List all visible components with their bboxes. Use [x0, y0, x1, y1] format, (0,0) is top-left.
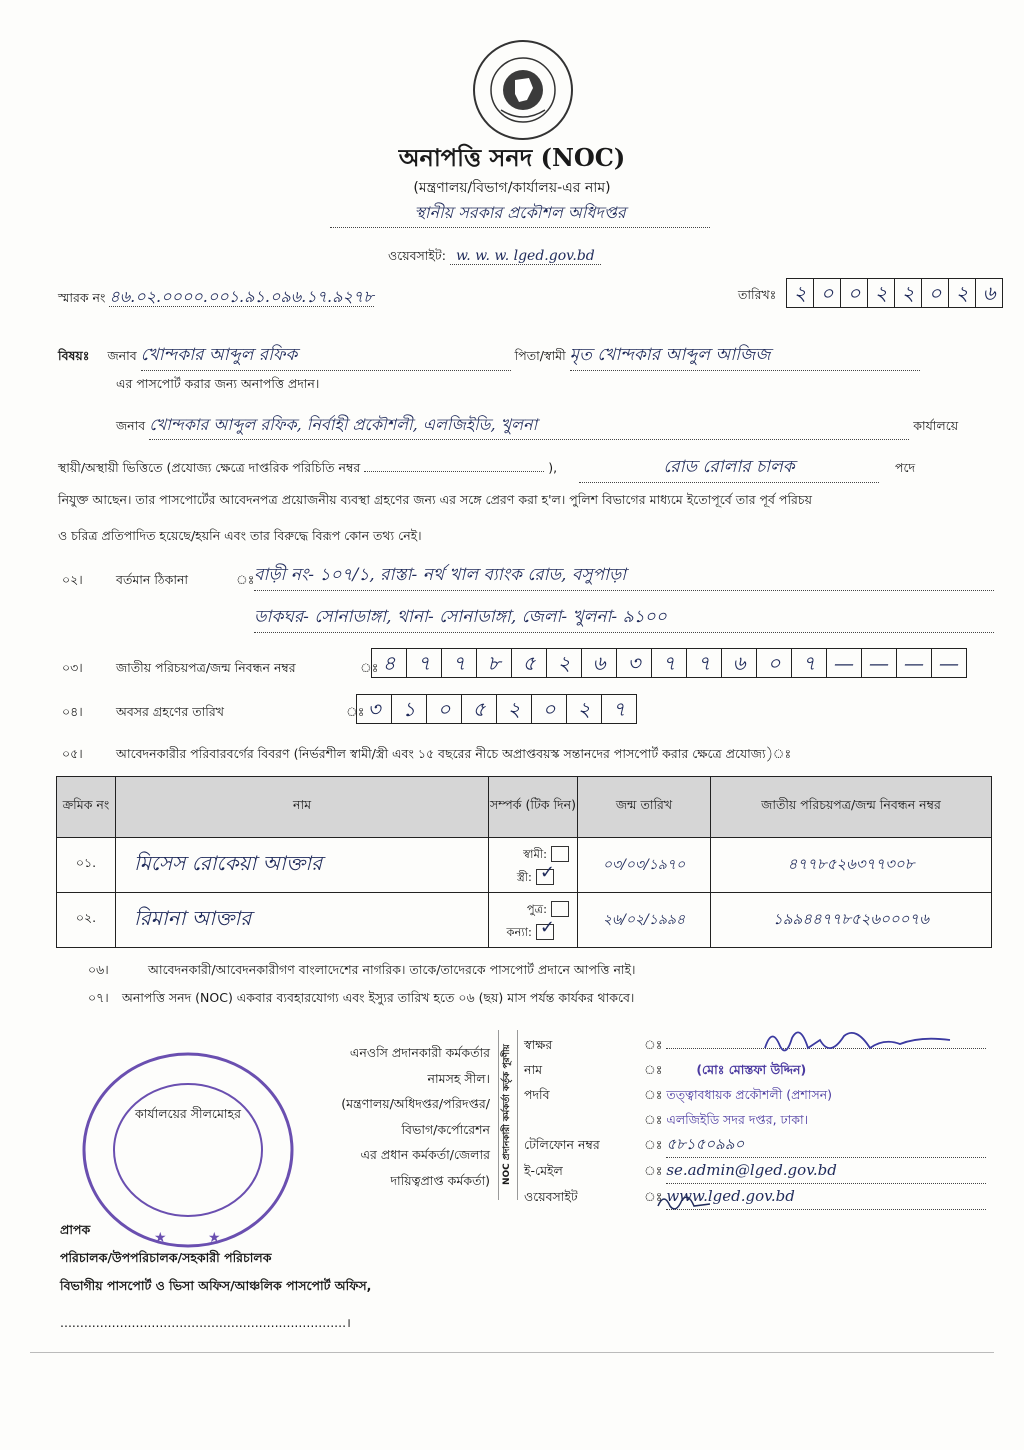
basis-row — [58, 454, 998, 483]
field-email: ই-মেইল ঃ se.admin@lged.gov.bd — [524, 1158, 994, 1184]
subject-label: বিষয়ঃ — [58, 348, 90, 363]
field-value: se.admin@lged.gov.bd — [666, 1158, 986, 1184]
paragraph-2: ও চরিত্র প্রতিপাদিত হয়েছে/হয়নি এবং তার বিরুদ্ধে বিরূপ কোন তথ্য নেই। — [58, 528, 422, 543]
check-mark-icon: ✓ — [539, 861, 555, 883]
recipient-line-1: পরিচালক/উপপরিচালক/সহকারী পরিচালক — [60, 1250, 272, 1265]
digit-box: — — [862, 649, 897, 677]
address-colon: ঃ — [236, 572, 255, 587]
digit-box: ০ — [814, 279, 841, 307]
item-05-number: ০৫। — [62, 746, 83, 761]
field-label: ওয়েবসাইট — [524, 1189, 578, 1204]
row-nid: ৪৭৭৮৫২৬৩৭৭৩০৮ — [711, 838, 992, 893]
family-table-header — [57, 777, 992, 838]
rel-label: পুত্র: — [526, 901, 547, 916]
field-value: www.lged.gov.bd — [666, 1184, 986, 1210]
issuer-line: নামসহ সীল। — [427, 1070, 490, 1086]
validity-line: অনাপত্তি সনদ (NOC) একবার ব্যবহারযোগ্য এবং ইস্যুর তারিখ হতে ০৬ (ছয়) মাস পর্যন্ত কার্যকর থাকবে। — [122, 990, 635, 1005]
row-serial: ০২. — [57, 893, 116, 948]
nid-colon: ঃ — [360, 660, 379, 675]
table-row — [57, 893, 992, 948]
employment-row — [116, 412, 996, 440]
father-name: মৃত খোন্দকার আব্দুল আজিজ — [570, 342, 920, 371]
document-subtitle: (মন্ত্রণালয়/বিভাগ/কার্যালয়-এর নাম) — [413, 180, 611, 196]
digit-box: ৭ — [612, 697, 626, 721]
digit-box: ২ — [567, 695, 602, 723]
memo-value: ৪৬.০২.০০০০.০০১.৯১.০৯৬.১৭.৯২৭৮ — [109, 287, 374, 306]
col-nid: জাতীয় পরিচয়পত্র/জন্ম নিবন্ধন নম্বর — [711, 777, 992, 838]
checkbox[interactable] — [551, 901, 569, 917]
rel-label: স্বামী: — [523, 846, 547, 861]
digit-box: ৫ — [462, 695, 497, 723]
row-dob: ২৬/০২/১৯৯৪ — [578, 893, 711, 948]
field-label: স্বাক্ষর — [524, 1037, 553, 1052]
website-row — [388, 248, 601, 268]
field-label: পদবি — [524, 1087, 550, 1102]
digit-box: ২ — [547, 649, 582, 677]
issuer-line: বিভাগ/কর্পোরেশন — [401, 1121, 490, 1137]
digit-box: ৭ — [442, 649, 477, 677]
digit-box: ৭ — [687, 649, 722, 677]
government-seal — [471, 38, 575, 142]
field-website: ওয়েবসাইট ঃ www.lged.gov.bd — [524, 1184, 994, 1210]
digit-box: ২ — [497, 695, 532, 723]
body-janab: জনাব — [116, 418, 146, 433]
checkbox[interactable] — [551, 846, 569, 862]
col-serial: ক্রমিক নং — [57, 777, 116, 838]
digit-box: ২ — [949, 279, 976, 307]
address-line-1: বাড়ী নং- ১০৭/১, রাস্তা- নর্থ খাল ব্যাংক রোড, বসুপাড়া — [254, 562, 994, 591]
field-name: নাম ঃ (মোঃ মোস্তফা উদ্দিন) — [524, 1057, 994, 1082]
field-value: ৫৮১৫০৯৯০ — [666, 1132, 986, 1158]
nid-boxes — [371, 648, 967, 678]
nid-label: জাতীয় পরিচয়পত্র/জন্ম নিবন্ধন নম্বর — [116, 660, 296, 675]
svg-text:★: ★ — [208, 1230, 221, 1246]
row-relation — [489, 893, 578, 948]
subject-line2: এর পাসপোর্ট করার জন্য অনাপত্তি প্রদান। — [116, 376, 320, 391]
item-06-number: ০৬। — [88, 962, 109, 977]
digit-box: ০ — [922, 279, 949, 307]
row-serial: ০১. — [57, 838, 116, 893]
digit-box: ৬ — [982, 281, 996, 305]
side-label-bar — [498, 1030, 518, 1200]
issuer-line: দায়িত্বপ্রাপ্ত কর্মকর্তা) — [390, 1172, 490, 1188]
field-value: (মোঃ মোস্তফা উদ্দিন) — [696, 1062, 807, 1077]
issuer-line: (মন্ত্রণালয়/অধিদপ্তর/পরিদপ্তর/ — [341, 1096, 490, 1111]
issuer-block — [280, 1040, 490, 1193]
website-label: ওয়েবসাইট: — [388, 248, 446, 263]
digit-box: ৩ — [617, 649, 652, 677]
digit-box: ০ — [757, 649, 792, 677]
field-signature: স্বাক্ষর ঃ — [524, 1032, 994, 1057]
office-seal — [80, 1050, 296, 1250]
issuer-line: এর প্রধান কর্মকর্তা/জেলার — [360, 1147, 490, 1162]
digit-box: ২ — [868, 279, 895, 307]
family-label: আবেদনকারীর পরিবারবর্গের বিবরণ (নির্ভরশীল স্বামী/স্ত্রী এবং ১৫ বছরের নীচে অপ্রাপ্তবয়স্ক সন্তানদের পাসপোর্ট করার ক্ষেত্রে প্রযোজ্য)ঃ — [116, 746, 792, 761]
basis-mid: ), — [548, 460, 558, 475]
digit-box: ৫ — [512, 649, 547, 677]
digit-box: ৭ — [407, 649, 442, 677]
recipient-dots: ........................................................................। — [60, 1315, 351, 1330]
father-label: পিতা/স্বামী — [514, 348, 566, 363]
applicant-name: খোন্দকার আব্দুল রফিক — [141, 342, 511, 371]
rel-label: স্ত্রী: — [516, 869, 532, 884]
check-mark-icon: ✓ — [539, 916, 555, 938]
row-dob: ০৩/০৩/১৯৭০ — [578, 838, 711, 893]
field-label: ই-মেইল — [524, 1163, 563, 1178]
row-nid: ১৯৯৪৪৭৭৮৫২৬০০০৭৬ — [711, 893, 992, 948]
family-table-wrap — [56, 776, 992, 948]
family-table — [56, 776, 992, 948]
address-label: বর্তমান ঠিকানা — [116, 572, 189, 587]
item-07-number: ০৭। — [88, 990, 109, 1005]
issuer-line: এনওসি প্রদানকারী কর্মকর্তার — [349, 1045, 490, 1060]
official-id-blank — [364, 471, 544, 472]
side-label: NOC প্রদানকারী কর্মকর্তা কর্তৃক পূরণীয় — [502, 1044, 512, 1186]
digit-box: ২ — [895, 279, 922, 307]
row-relation — [489, 838, 578, 893]
field-phone: টেলিফোন নম্বর ঃ ৫৮১৫০৯৯০ — [524, 1132, 994, 1158]
bottom-rule — [30, 1352, 994, 1353]
post-name: রোড রোলার চালক — [579, 454, 879, 483]
field-value: তত্ত্বাবধায়ক প্রকৌশলী (প্রশাসন) — [666, 1087, 833, 1102]
recipient-line-2: বিভাগীয় পাসপোর্ট ও ভিসা অফিস/আঞ্চলিক পাসপোর্ট অফিস, — [60, 1278, 372, 1293]
paragraph-1: নিযুক্ত আছেন। তার পাসপোর্টের আবেদনপত্র প্রয়োজনীয় ব্যবস্থা গ্রহণের জন্য এর সঙ্গে প্রেরণ করা হ'ল। পুলিশ বিভাগের মাধ্যমে ইতোপূর্বে তার পূর্ব পরিচয় — [58, 492, 813, 507]
table-row — [57, 838, 992, 893]
item-03-number: ০৩। — [62, 660, 83, 675]
digit-box: — — [827, 649, 862, 677]
col-name: নাম — [116, 777, 489, 838]
office-name-handwritten: স্থানীয় সরকার প্রকৌশল অধিদপ্তর — [330, 200, 710, 228]
initials-scribble — [654, 1188, 714, 1222]
row-name: রিমানা আক্তার — [116, 893, 489, 948]
memo-label: স্মারক নং — [58, 290, 106, 305]
digit-box: ১ — [392, 695, 427, 723]
subject-row — [58, 342, 988, 371]
digit-box: ০ — [532, 695, 567, 723]
basis-prefix: স্থায়ী/অস্থায়ী ভিত্তিতে (প্রযোজ্য ক্ষেত্রে দাপ্তরিক পরিচিতি নম্বর — [58, 460, 361, 475]
website-value: w. w. w. lged.gov.bd — [450, 248, 601, 265]
digit-box: ৭ — [792, 649, 827, 677]
col-dob: জন্ম তারিখ — [578, 777, 711, 838]
field-label: নাম — [524, 1062, 543, 1077]
post-suffix: পদে — [895, 460, 916, 475]
col-relation: সম্পর্ক (টিক দিন) — [489, 777, 578, 838]
digit-box: ৪ — [372, 649, 407, 677]
date-boxes — [786, 278, 1003, 308]
address-line-2: ডাকঘর- সোনাডাঙ্গা, থানা- সোনাডাঙ্গা, জেলা- খুলনা- ৯১০০ — [254, 604, 994, 633]
digit-box: ৮ — [477, 649, 512, 677]
svg-text:★: ★ — [154, 1230, 167, 1246]
item-02-number: ০২। — [62, 572, 83, 587]
digit-box: ৬ — [582, 649, 617, 677]
field-office: ঃ এলজিইডি সদর দপ্তর, ঢাকা। — [644, 1112, 809, 1127]
office-suffix: কার্যালয়ে — [913, 418, 959, 433]
field-designation: পদবি ঃ তত্ত্বাবধায়ক প্রকৌশলী (প্রশাসন) — [524, 1082, 994, 1107]
document-title: অনাপত্তি সনদ (NOC) — [398, 143, 626, 172]
digit-box: ০ — [841, 279, 868, 307]
digit-box: ৩ — [357, 695, 392, 723]
item-04-number: ০৪। — [62, 704, 83, 719]
memo-row — [58, 284, 374, 311]
date-label: তারিখঃ — [738, 287, 777, 302]
employment-details: খোন্দকার আব্দুল রফিক, নির্বাহী প্রকৌশলী, এলজিইডি, খুলনা — [149, 412, 909, 440]
retire-colon: ঃ — [346, 704, 365, 719]
field-label: টেলিফোন নম্বর — [524, 1137, 600, 1152]
recipient-label: প্রাপক — [60, 1222, 91, 1237]
digit-box: ০ — [427, 695, 462, 723]
row-name: মিসেস রোকেয়া আক্তার — [116, 838, 489, 893]
digit-box: — — [939, 651, 959, 675]
citizenship-line: আবেদনকারী/আবেদনকারীগণ বাংলাদেশের নাগরিক। তাকে/তাদেরকে পাসপোর্ট প্রদানে আপত্তি নাই। — [148, 962, 636, 977]
seal-center-text: কার্যালয়ের সীলমোহর — [135, 1106, 241, 1121]
digit-box: ৭ — [652, 649, 687, 677]
digit-box: ৬ — [722, 649, 757, 677]
subject-janab: জনাব — [107, 348, 137, 363]
rel-label: কন্যা: — [506, 924, 532, 939]
retire-boxes — [356, 694, 637, 724]
signature-scribble — [760, 1018, 960, 1072]
retire-label: অবসর গ্রহণের তারিখ — [116, 704, 224, 719]
digit-box: — — [897, 649, 932, 677]
digit-box: ২ — [787, 279, 814, 307]
field-value: এলজিইডি সদর দপ্তর, ঢাকা। — [666, 1112, 809, 1127]
